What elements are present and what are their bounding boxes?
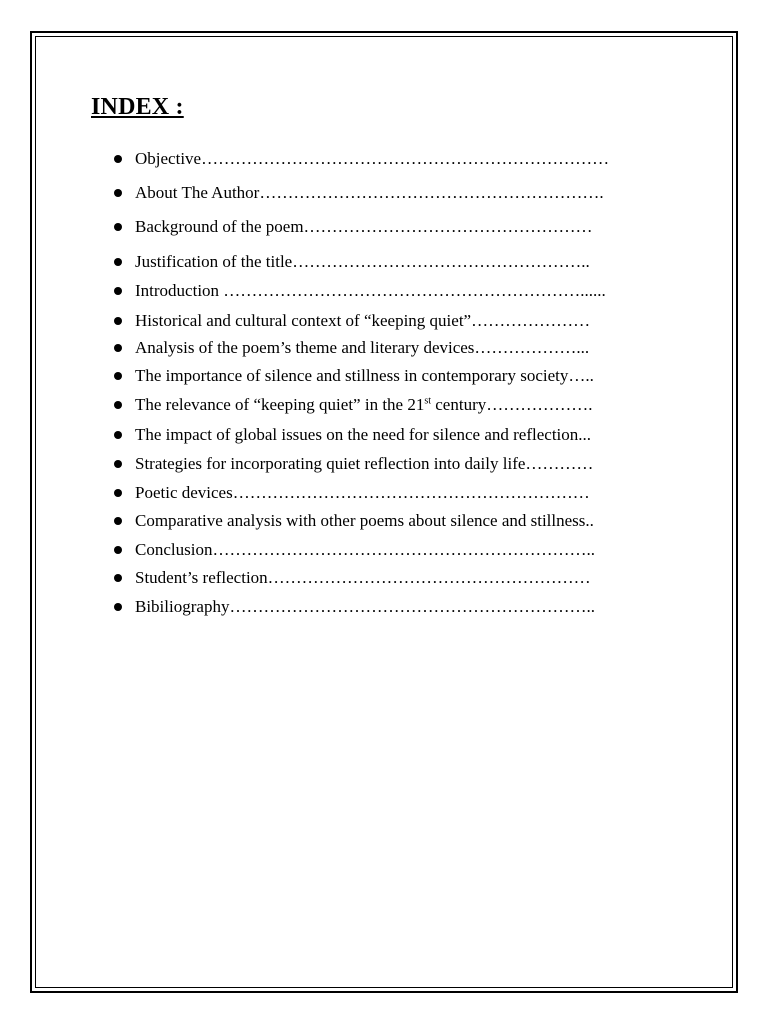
item-label [135, 394, 593, 416]
bullet-icon [114, 574, 122, 582]
bullet-icon [114, 287, 122, 295]
bullet-icon [114, 223, 122, 231]
item-label: Introduction ………………………………………………………...... [135, 281, 606, 300]
item-text-before-superscript: The relevance of “keeping quiet” in the 21 [135, 395, 425, 414]
bullet-icon [114, 431, 122, 439]
item-label: Student’s reflection………………………………………………… [135, 568, 591, 587]
item-label: Comparative analysis with other poems about silence and stillness.. [135, 511, 594, 530]
bullet-icon [114, 460, 122, 468]
item-label: The impact of global issues on the need for silence and reflection... [135, 425, 592, 444]
item-text-after-superscript: century………………. [431, 395, 593, 414]
bullet-icon [114, 517, 122, 525]
bullet-icon [114, 489, 122, 497]
bullet-icon [114, 344, 122, 352]
item-label: Analysis of the poem’s theme and literary devices………………... [135, 338, 590, 357]
bullet-icon [114, 258, 122, 266]
bullet-icon [114, 372, 122, 380]
index-heading: INDEX : [91, 94, 184, 120]
item-label: Conclusion………………………………………………………….. [135, 540, 595, 559]
item-label: About The Author……………………………………………………. [135, 183, 604, 202]
bullet-icon [114, 317, 122, 325]
item-label: Poetic devices……………………………………………………… [135, 483, 590, 502]
bullet-icon [114, 546, 122, 554]
bullet-icon [114, 189, 122, 197]
bullet-icon [114, 603, 122, 611]
bullet-icon [114, 155, 122, 163]
bullet-icon [114, 401, 122, 409]
item-label: The importance of silence and stillness in contemporary society….. [135, 366, 594, 385]
item-label: Historical and cultural context of “keeping quiet”………………… [135, 311, 591, 330]
item-label: Objective……………………………………………………………… [135, 149, 610, 168]
item-label: Background of the poem…………………………………………… [135, 217, 593, 236]
item-label: Justification of the title…………………………………………….. [135, 252, 590, 271]
item-label: Bibiliography……………………………………………………….. [135, 597, 595, 616]
item-label: Strategies for incorporating quiet reflection into daily life………… [135, 454, 594, 473]
superscript-suffix: st [424, 395, 432, 407]
